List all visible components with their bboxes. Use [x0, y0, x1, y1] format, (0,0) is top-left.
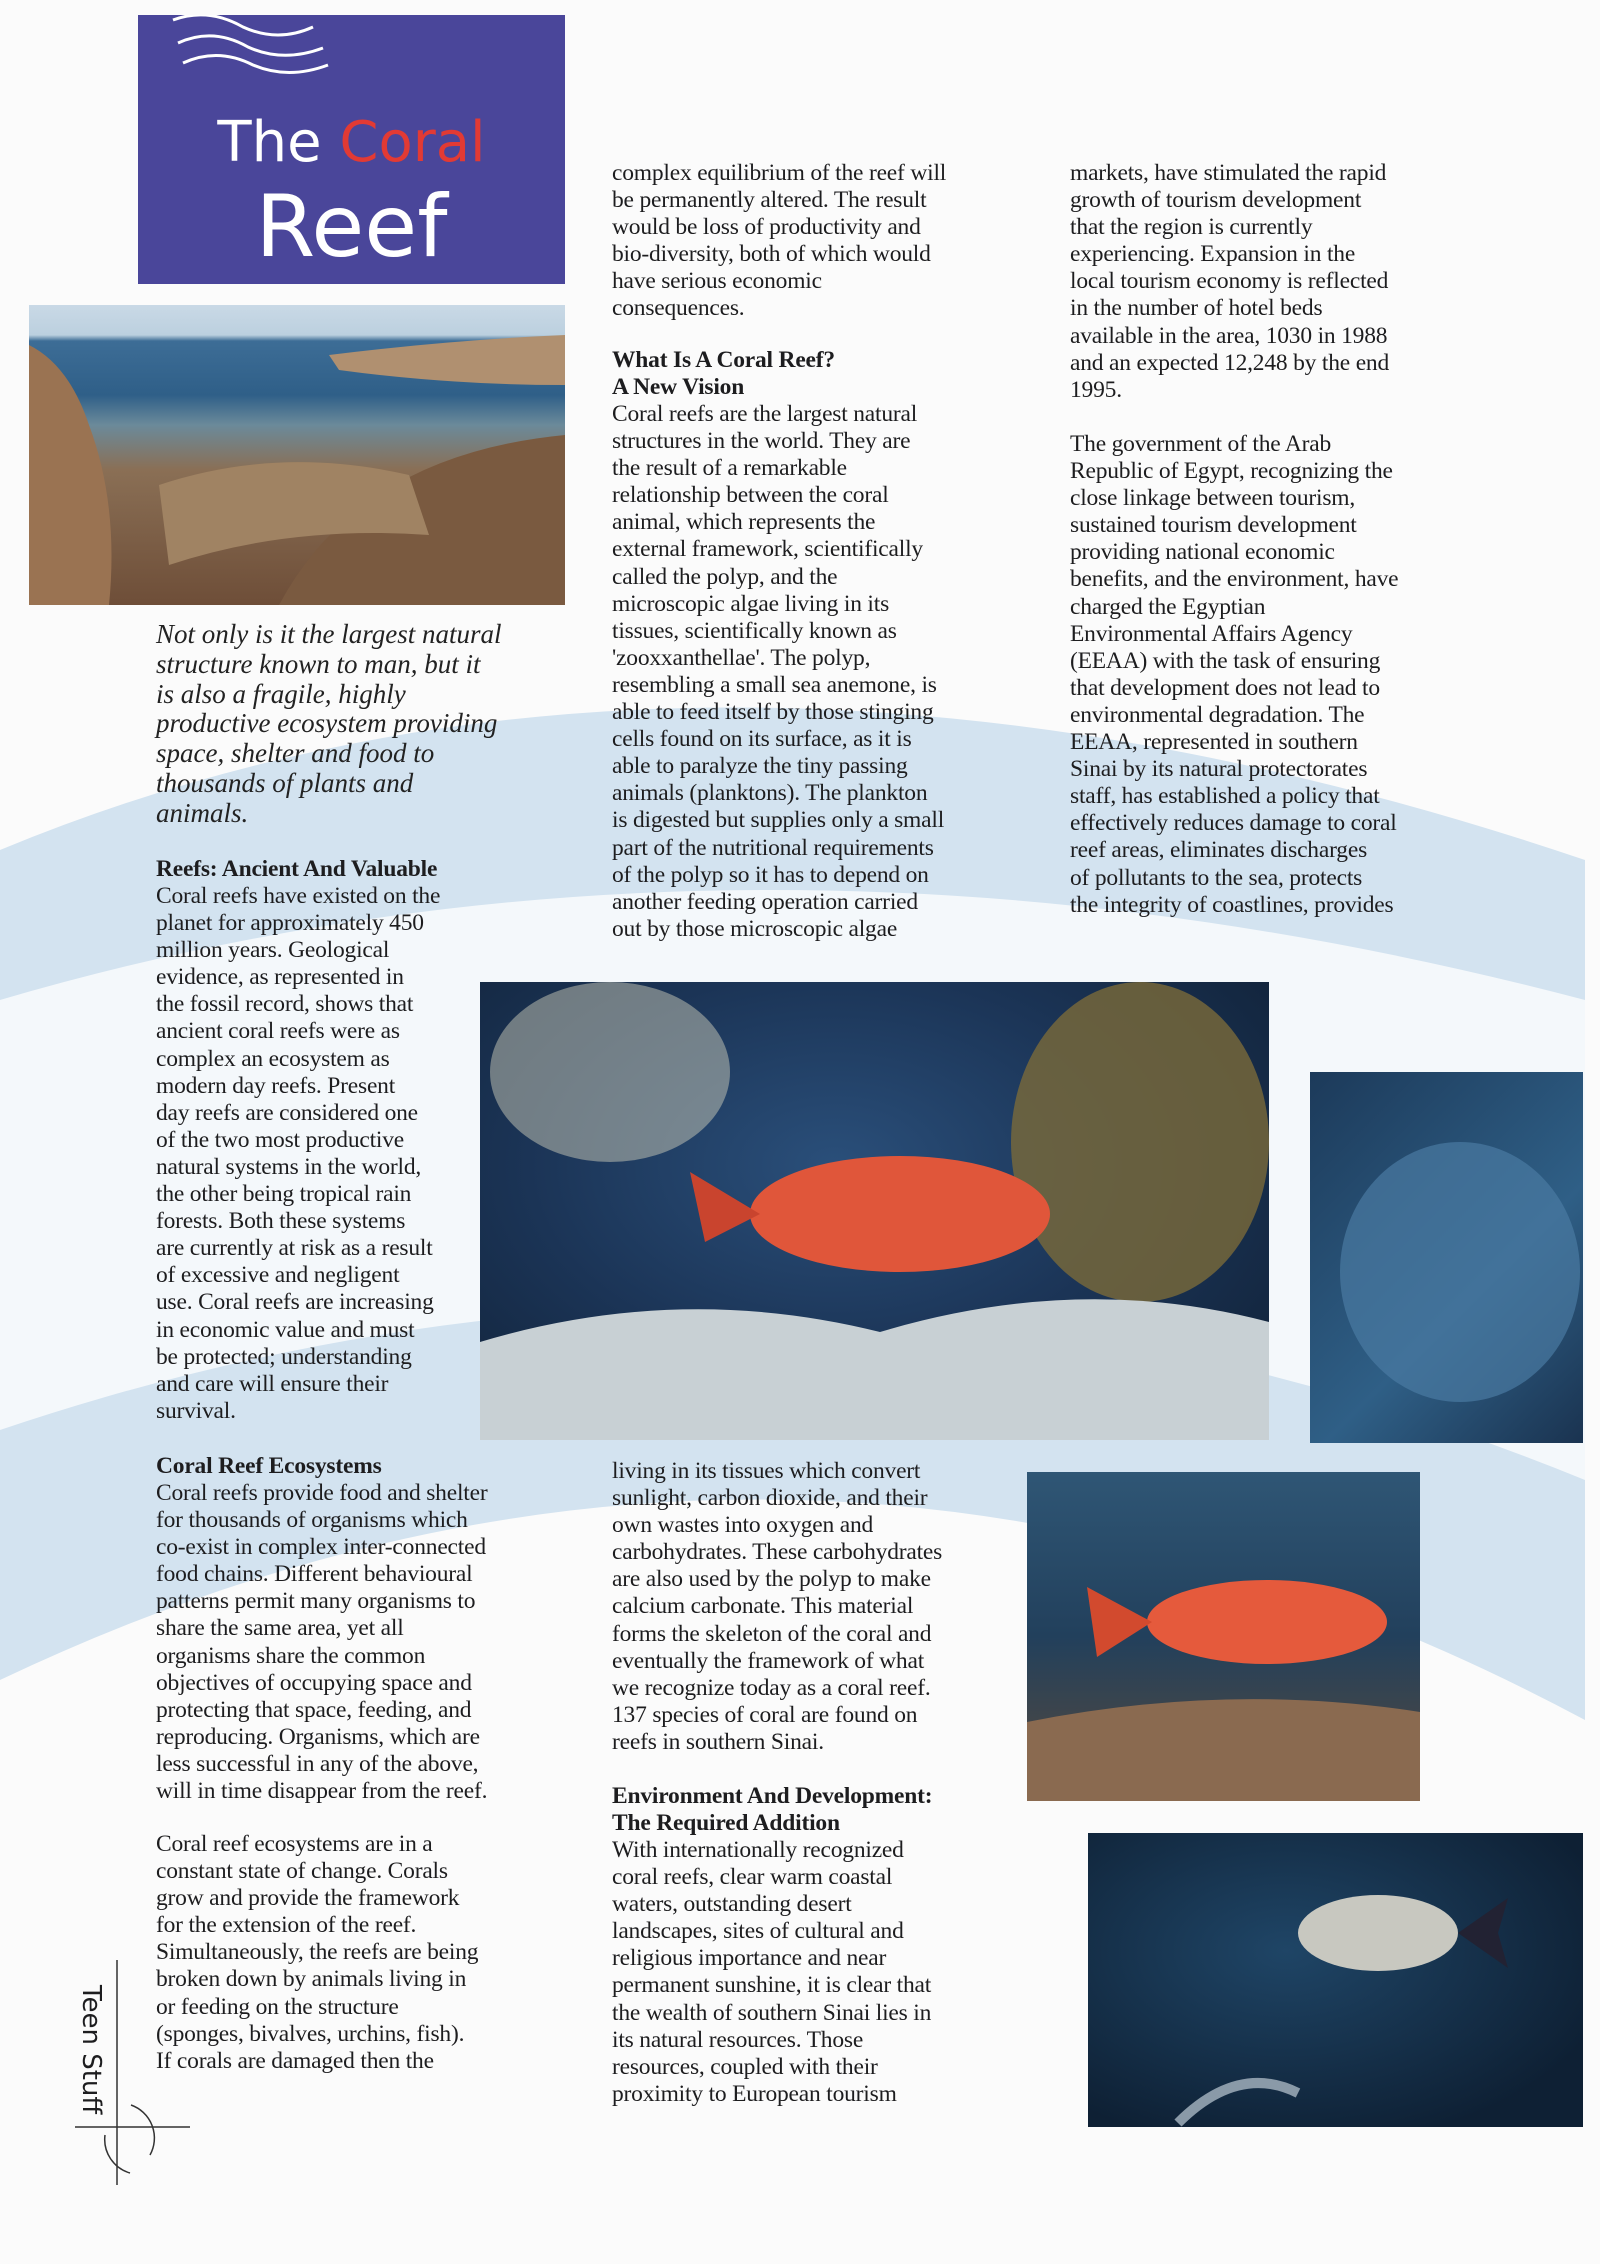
- surgeonfish-illustration: [1088, 1833, 1583, 2127]
- napoleon-wrasse-photo: [1310, 1072, 1583, 1443]
- heading-environment: Environment And Development: The Required Addition: [612, 1783, 933, 1837]
- title-reef: Reef: [255, 177, 448, 277]
- section-label: Teen Stuff: [76, 1985, 106, 2115]
- coastline-photo: [29, 305, 565, 605]
- surgeonfish-photo: [1088, 1833, 1583, 2127]
- reef-grouper-photo: [1027, 1472, 1420, 1801]
- paragraph-environment: With internationally recognized coral reefs, clear warm coastal waters, outstanding desert landscapes, sites of cultural and religious importance and near permanent sunshine, it is clear that the wealth of southern Sinai lies in its natural resources. Those resources, coupled with their proximity to European tourism: [612, 1837, 932, 2107]
- crosshair-mark-icon: [75, 1955, 195, 2195]
- pull-quote: Not only is it the largest natural structure known to man, but it is also a fragile, highly productive ecosystem providing space, shelter and food to thousands of plants and animals.: [156, 619, 502, 828]
- heading-ecosystems: Coral Reef Ecosystems: [156, 1453, 382, 1479]
- title-the: The: [217, 110, 322, 175]
- coral-grouper-photo: [480, 982, 1269, 1440]
- title-banner: [138, 15, 565, 284]
- grouper-illustration: [480, 982, 1269, 1440]
- heading-ancient-valuable: Reefs: Ancient And Valuable: [156, 856, 438, 882]
- waves-icon: [153, 15, 343, 80]
- grouper-2-illustration: [1027, 1472, 1420, 1801]
- paragraph-government: The government of the Arab Republic of Egypt, recognizing the close linkage between tourism, sustained tourism development providing national economic benefits, and the environment, have charged the Egyptian Environmental Affairs Agency (EEAA) with the task of ensuring that development does not lead to environmental degradation. The EEAA, represented in southern Sinai by its natural protectorates staff, has established a policy that effectively reduces damage to coral reef areas, eliminates discharges of pollutants to the sea, protects the integrity of coastlines, provides: [1070, 431, 1399, 918]
- paragraph-tissues: living in its tissues which convert sunlight, carbon dioxide, and their own wastes into oxygen and carbohydrates. These carbohydrates are also used by the polyp to make calcium carbonate. This material forms the skeleton of the coral and eventually the framework of what we recognize today as a coral reef. 137 species of coral are found on reefs in southern Sinai.: [612, 1458, 943, 1755]
- paragraph-change: Coral reef ecosystems are in a constant state of change. Corals grow and provide the framework for the extension of the reef. Simultaneously, the reefs are being broken down by animals living in or feeding on the structure (sponges, bivalves, urchins, fish). If corals are damaged then the: [156, 1831, 479, 2074]
- wrasse-illustration: [1310, 1072, 1583, 1443]
- paragraph-equilibrium: complex equilibrium of the reef will be permanently altered. The result would be loss of productivity and bio-diversity, both of which would have serious economic consequences.: [612, 160, 947, 322]
- title-line-1: [138, 110, 565, 175]
- heading-what-is-reef: What Is A Coral Reef? A New Vision: [612, 347, 835, 401]
- paragraph-what-is-reef: Coral reefs are the largest natural structures in the world. They are the result of a remarkable relationship between the coral animal, which represents the external framework, scientifically called the polyp, and the microscopic algae living in its tissues, scientifically known as 'zooxxanthellae'. The polyp, resembling a small sea anemone, is able to feed itself by those stinging cells found on its surface, as it is able to paralyze the tiny passing animals (planktons). The plankton is digested but supplies only a small part of the nutritional requirements of the polyp so it has to depend on another feeding operation carried out by those microscopic algae: [612, 401, 945, 942]
- paragraph-ancient-valuable: Coral reefs have existed on the planet for approximately 450 million years. Geological evidence, as represented in the fossil record, shows that ancient coral reefs were as complex an ecosystem as modern day reefs. Present day reefs are considered one of the two most productive natural systems in the world, the other being tropical rain forests. Both these systems are currently at risk as a result of excessive and negligent use. Coral reefs are increasing in economic value and must be protected; understanding and care will ensure their survival.: [156, 883, 441, 1424]
- paragraph-ecosystems: Coral reefs provide food and shelter for thousands of organisms which co-exist in complex inter-connected food chains. Different behavioural patterns permit many organisms to share the same area, yet all organisms share the common objectives of occupying space and protecting that space, feeding, and reproducing. Organisms, which are less successful in any of the above, will in time disappear from the reef.: [156, 1480, 488, 1805]
- title-coral: Coral: [339, 110, 486, 175]
- coastline-rocks: [29, 305, 565, 605]
- paragraph-markets: markets, have stimulated the rapid growth of tourism development that the region is currently experiencing. Expansion in the local tourism economy is reflected in the number of hotel beds available in the area, 1030 in 1988 and an expected 12,248 by the end 1995.: [1070, 160, 1390, 403]
